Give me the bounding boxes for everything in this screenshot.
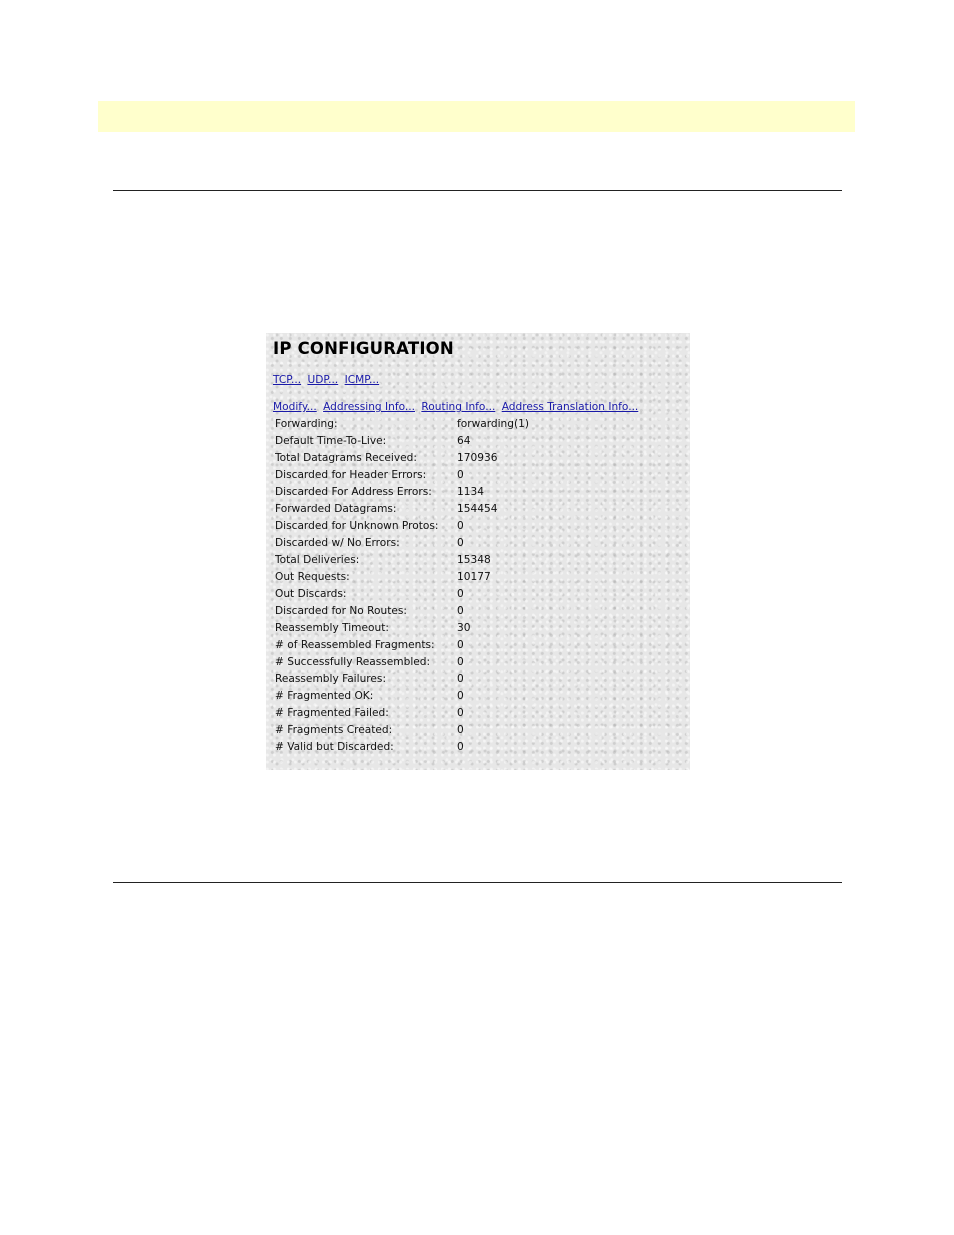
stat-row-unknown-protos — [275, 518, 657, 535]
stat-label: Reassembly Failures: — [275, 673, 387, 685]
stat-label: Out Requests: — [275, 571, 350, 583]
top-divider — [113, 190, 842, 191]
stat-label: Discarded For Address Errors: — [275, 486, 432, 498]
stat-label: Discarded w/ No Errors: — [275, 537, 400, 549]
ip-action-links — [273, 400, 641, 414]
modify-link[interactable]: Modify... — [273, 401, 317, 413]
stat-label: # Fragmented OK: — [275, 690, 374, 702]
page-title: IP CONFIGURATION — [273, 339, 454, 358]
stat-row-total-deliveries — [275, 552, 657, 569]
stat-label: Discarded for Unknown Protos: — [275, 520, 439, 532]
stat-row-no-routes — [275, 603, 657, 620]
address-translation-info-link[interactable]: Address Translation Info... — [501, 401, 639, 413]
stat-value: 0 — [457, 520, 464, 532]
stat-value: 0 — [457, 656, 464, 668]
stat-row-fragmented-failed — [275, 705, 657, 722]
stat-row-total-datagrams-received — [275, 450, 657, 467]
stat-label: Discarded for No Routes: — [275, 605, 407, 617]
stat-row-default-ttl — [275, 433, 657, 450]
stat-value: 1134 — [457, 486, 484, 498]
stat-value: 0 — [457, 469, 464, 481]
stat-label: # Fragmented Failed: — [275, 707, 389, 719]
stat-row-address-errors — [275, 484, 657, 501]
stat-label: # of Reassembled Fragments: — [275, 639, 435, 651]
stat-value: forwarding(1) — [457, 418, 530, 430]
ip-stats-table — [275, 416, 657, 756]
stat-value: 170936 — [457, 452, 498, 464]
stat-row-forwarding — [275, 416, 657, 433]
stat-value: 0 — [457, 741, 464, 753]
stat-row-forwarded-datagrams — [275, 501, 657, 518]
protocol-links — [273, 373, 382, 387]
udp-link[interactable]: UDP... — [307, 374, 339, 386]
stat-value: 154454 — [457, 503, 498, 515]
stat-value: 0 — [457, 673, 464, 685]
stat-row-reassembly-timeout — [275, 620, 657, 637]
stat-row-valid-but-discarded — [275, 739, 657, 756]
stat-label: Total Datagrams Received: — [275, 452, 417, 464]
stat-label: Reassembly Timeout: — [275, 622, 389, 634]
stat-value: 0 — [457, 690, 464, 702]
stat-row-out-discards — [275, 586, 657, 603]
tcp-link[interactable]: TCP... — [273, 374, 302, 386]
document-header-band — [98, 101, 855, 132]
stat-label: # Successfully Reassembled: — [275, 656, 431, 668]
stat-value: 0 — [457, 707, 464, 719]
stat-label: Discarded for Header Errors: — [275, 469, 427, 481]
bottom-divider — [113, 882, 842, 883]
ip-configuration-panel — [266, 333, 690, 770]
stat-label: Out Discards: — [275, 588, 347, 600]
stat-row-successfully-reassembled — [275, 654, 657, 671]
stat-value: 0 — [457, 537, 464, 549]
stat-value: 10177 — [457, 571, 491, 583]
stat-value: 0 — [457, 639, 464, 651]
stat-label: Total Deliveries: — [275, 554, 360, 566]
stat-value: 0 — [457, 724, 464, 736]
stat-row-fragments-created — [275, 722, 657, 739]
stat-value: 30 — [457, 622, 471, 634]
stat-value: 64 — [457, 435, 471, 447]
stat-label: # Valid but Discarded: — [275, 741, 394, 753]
addressing-info-link[interactable]: Addressing Info... — [323, 401, 415, 413]
stat-label: Forwarded Datagrams: — [275, 503, 397, 515]
icmp-link[interactable]: ICMP... — [344, 374, 380, 386]
stat-label: Forwarding: — [275, 418, 338, 430]
stat-value: 15348 — [457, 554, 491, 566]
stat-value: 0 — [457, 588, 464, 600]
stat-row-header-errors — [275, 467, 657, 484]
stat-label: Default Time-To-Live: — [275, 435, 387, 447]
routing-info-link[interactable]: Routing Info... — [421, 401, 496, 413]
stat-label: # Fragments Created: — [275, 724, 393, 736]
stat-row-fragmented-ok — [275, 688, 657, 705]
stat-row-reassembled-fragments — [275, 637, 657, 654]
stat-row-no-errors — [275, 535, 657, 552]
stat-value: 0 — [457, 605, 464, 617]
stat-row-reassembly-failures — [275, 671, 657, 688]
stat-row-out-requests — [275, 569, 657, 586]
